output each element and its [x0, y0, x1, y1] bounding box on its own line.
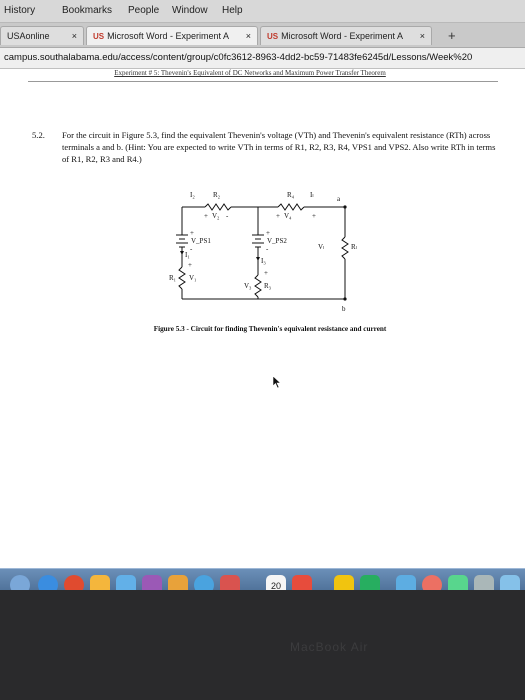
label-r3: R₃	[264, 282, 272, 290]
close-icon[interactable]: ×	[245, 31, 251, 41]
laptop-bezel-label: MacBook Air	[290, 640, 369, 654]
app-icon[interactable]	[168, 575, 188, 590]
figure-caption: Figure 5.3 - Circuit for finding Thevenin's equivalent resistance and current	[153, 325, 387, 333]
label-r4: R₄	[287, 191, 295, 199]
mail-icon[interactable]	[116, 575, 136, 590]
app-icon[interactable]	[292, 575, 312, 590]
mouse-pointer-icon	[272, 375, 282, 389]
tab-word-experiment-2[interactable]	[260, 26, 432, 45]
usa-logo-icon: US	[93, 32, 105, 41]
app-icon[interactable]	[142, 575, 162, 590]
label-plus: +	[312, 212, 316, 220]
app-icon[interactable]	[220, 575, 240, 590]
tab-usaonline[interactable]	[0, 26, 84, 45]
label-plus: +	[190, 229, 194, 237]
finder-icon[interactable]	[10, 575, 30, 590]
label-minus: -	[190, 245, 193, 253]
label-il: Iₗ	[310, 191, 314, 199]
safari-icon[interactable]	[38, 575, 58, 590]
menu-item-window[interactable]: Window	[172, 5, 208, 16]
app-icon[interactable]	[396, 575, 416, 590]
notes-icon[interactable]	[334, 575, 354, 590]
menu-item-history[interactable]: History	[4, 5, 36, 16]
photos-icon[interactable]	[90, 575, 110, 590]
menu-bar	[0, 0, 525, 23]
chrome-icon[interactable]	[64, 575, 84, 590]
label-i1: I₁	[185, 251, 190, 259]
tab-label: Microsoft Word - Experiment A	[281, 31, 403, 41]
label-plus: +	[266, 229, 270, 237]
label-rl: Rₗ	[351, 243, 357, 251]
dock	[0, 568, 525, 590]
tab-label: Microsoft Word - Experiment A	[107, 31, 229, 41]
label-v2: V₂	[212, 212, 220, 220]
label-r2: R₂	[213, 191, 221, 199]
menu-item-help[interactable]: Help	[222, 5, 243, 16]
label-minus: -	[226, 212, 229, 220]
close-icon[interactable]: ×	[71, 31, 77, 41]
label-minus: -	[266, 245, 269, 253]
question-number: 5.2.	[32, 130, 45, 140]
new-tab-button[interactable]: +	[448, 28, 456, 43]
app-icon[interactable]	[500, 575, 520, 590]
label-vps1: V_PS1	[191, 237, 211, 245]
document-header: Experiment # 5: Thevenin's Equivalent of DC Networks and Maximum Power Transfer Theorem	[114, 69, 386, 77]
usa-logo-icon: US	[267, 32, 279, 41]
close-icon[interactable]: ×	[419, 31, 425, 41]
label-v1: V₁	[189, 274, 197, 282]
label-v4: V₄	[284, 212, 292, 220]
question-text: For the circuit in Figure 5.3, find the equivalent Thevenin's voltage (VTh) and Thevenin's equivalent resistance (RTh) across terminals a and b. (Hint: You are expected to write VTh in terms of R1, R2, R3, R4, VPS1 and VPS2. Also write RTh in terms of R1, R2, R3 and R4.)	[62, 130, 496, 164]
photo-booth-icon[interactable]	[422, 575, 442, 590]
terminal-b: b	[342, 305, 346, 313]
url-text: campus.southalabama.edu/access/content/group/c0fc3612-8963-4dd2-bc59-71483fe6245d/Lessons/Week%20	[4, 52, 473, 63]
label-plus: +	[188, 261, 192, 269]
label-plus: +	[264, 269, 268, 277]
calendar-icon[interactable]: 20	[266, 575, 286, 590]
menu-item-bookmarks[interactable]: Bookmarks	[62, 5, 113, 16]
terminal-a: a	[337, 195, 341, 203]
numbers-icon[interactable]	[360, 575, 380, 590]
label-plus: +	[276, 212, 280, 220]
document-page	[0, 69, 525, 579]
label-plus: +	[204, 212, 208, 220]
label-v3: V₃	[244, 282, 252, 290]
label-r1: R₁	[169, 274, 177, 282]
label-vps2: V_PS2	[267, 237, 287, 245]
menu-item-people[interactable]: People	[128, 5, 160, 16]
circuit-diagram	[160, 187, 370, 322]
address-bar[interactable]	[0, 48, 525, 69]
label-i3: I₃	[261, 257, 266, 265]
app-store-icon[interactable]	[194, 575, 214, 590]
system-preferences-icon[interactable]	[474, 575, 494, 590]
label-i2: I₂	[190, 191, 195, 199]
label-vl: Vₗ	[318, 243, 325, 251]
app-icon[interactable]	[448, 575, 468, 590]
divider	[28, 81, 498, 82]
tab-bar	[0, 23, 525, 48]
tab-word-experiment-1[interactable]	[86, 26, 258, 45]
tab-label: USAonline	[7, 31, 50, 41]
